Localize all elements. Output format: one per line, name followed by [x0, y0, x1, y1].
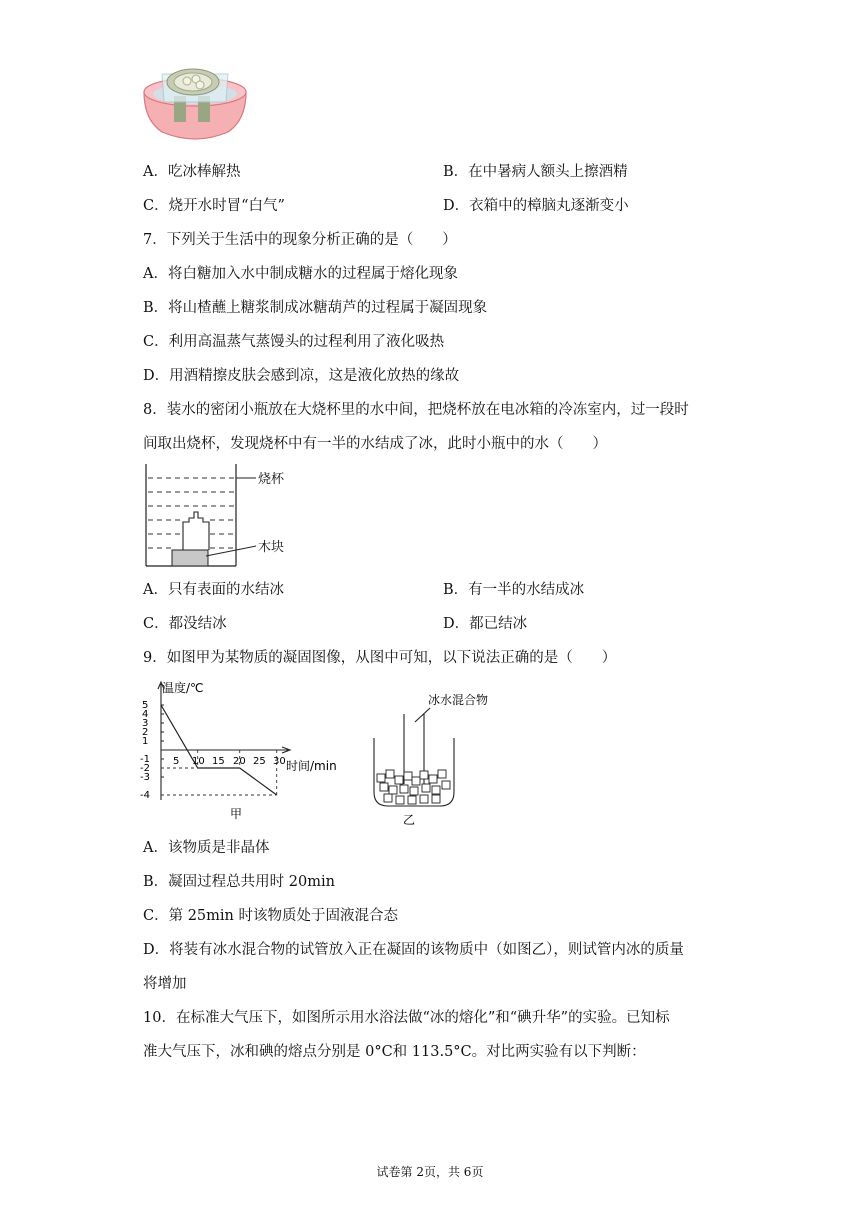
- q9-option-c: C．第 25min 时该物质处于固液混合态: [143, 908, 398, 924]
- x-axis-label: 时间/min: [286, 759, 337, 773]
- y-tick-2: 2: [142, 727, 149, 738]
- ice-water-figure: [360, 686, 510, 828]
- q9-option-a: A．该物质是非晶体: [143, 840, 270, 856]
- q7-stem: 7．下列关于生活中的现象分析正确的是（ ）: [143, 232, 457, 248]
- q7-option-d: D．用酒精擦皮肤会感到凉，这是液化放热的缘故: [143, 368, 460, 384]
- y-tick-1: 1: [142, 736, 149, 747]
- x-tick-10: 10: [192, 756, 205, 767]
- y-tick-neg4: -4: [140, 790, 150, 801]
- solidification-graph: [140, 678, 350, 828]
- basin-figure: [140, 62, 250, 152]
- y-tick-neg2: -2: [140, 763, 150, 774]
- q10-stem-line1: 10．在标准大气压下，如图所示用水浴法做“冰的熔化”和“碘升华”的实验。已知标: [143, 1010, 670, 1026]
- q8-stem-line1: 8．装水的密闭小瓶放在大烧杯里的水中间，把烧杯放在电冰箱的冷冻室内，过一段时: [143, 402, 689, 418]
- q8-stem-line2: 间取出烧杯，发现烧杯中有一半的水结成了冰，此时小瓶中的水（ ）: [143, 436, 607, 452]
- q7-option-b: B．将山楂蘸上糖浆制成冰糖葫芦的过程属于凝固现象: [143, 300, 488, 316]
- x-tick-5: 5: [173, 756, 180, 767]
- figure-yi-caption: 乙: [403, 813, 416, 827]
- y-tick-neg3: -3: [140, 772, 150, 783]
- q6-option-d: D．衣箱中的樟脑丸逐渐变小: [443, 198, 629, 214]
- q9-option-d-line2: 将增加: [143, 976, 187, 992]
- figure-jia-caption: 甲: [230, 807, 243, 821]
- q6-option-c: C．烧开水时冒“白气”: [143, 198, 285, 214]
- q6-option-b: B．在中暑病人额头上擦酒精: [443, 164, 628, 180]
- x-tick-20: 20: [233, 756, 246, 767]
- y-tick-5: 5: [142, 700, 149, 711]
- y-tick-3: 3: [142, 718, 149, 729]
- q8-option-d: D．都已结冰: [443, 616, 528, 632]
- x-tick-30: 30: [273, 756, 286, 767]
- y-axis-label: 温度/℃: [162, 681, 204, 695]
- page-footer: 试卷第 2页，共 6页: [376, 1165, 484, 1179]
- x-tick-25: 25: [253, 756, 266, 767]
- q8-option-c: C．都没结冰: [143, 616, 227, 632]
- q10-stem-line2: 准大气压下，冰和碘的熔点分别是 0°C和 113.5°C。对比两实验有以下判断：: [143, 1044, 646, 1060]
- q8-option-b: B．有一半的水结成冰: [443, 582, 585, 598]
- x-tick-15: 15: [212, 756, 225, 767]
- beaker-label: 烧杯: [258, 472, 285, 487]
- q9-option-d-line1: D．将装有冰水混合物的试管放入正在凝固的该物质中（如图乙），则试管内冰的质量: [143, 942, 684, 958]
- y-tick-4: 4: [142, 709, 149, 720]
- ice-water-label: 冰水混合物: [428, 693, 489, 707]
- q6-option-a: A．吃冰棒解热: [143, 164, 241, 180]
- y-tick-neg1: -1: [140, 754, 150, 765]
- beaker-figure: [140, 462, 320, 574]
- block-label: 木块: [258, 540, 285, 555]
- q9-stem: 9．如图甲为某物质的凝固图像，从图中可知，以下说法正确的是（ ）: [143, 650, 617, 666]
- q7-option-c: C．利用高温蒸气蒸馒头的过程利用了液化吸热: [143, 334, 445, 350]
- q7-option-a: A．将白糖加入水中制成糖水的过程属于熔化现象: [143, 266, 458, 282]
- q8-option-a: A．只有表面的水结冰: [143, 582, 284, 598]
- q9-option-b: B．凝固过程总共用时 20min: [143, 874, 335, 890]
